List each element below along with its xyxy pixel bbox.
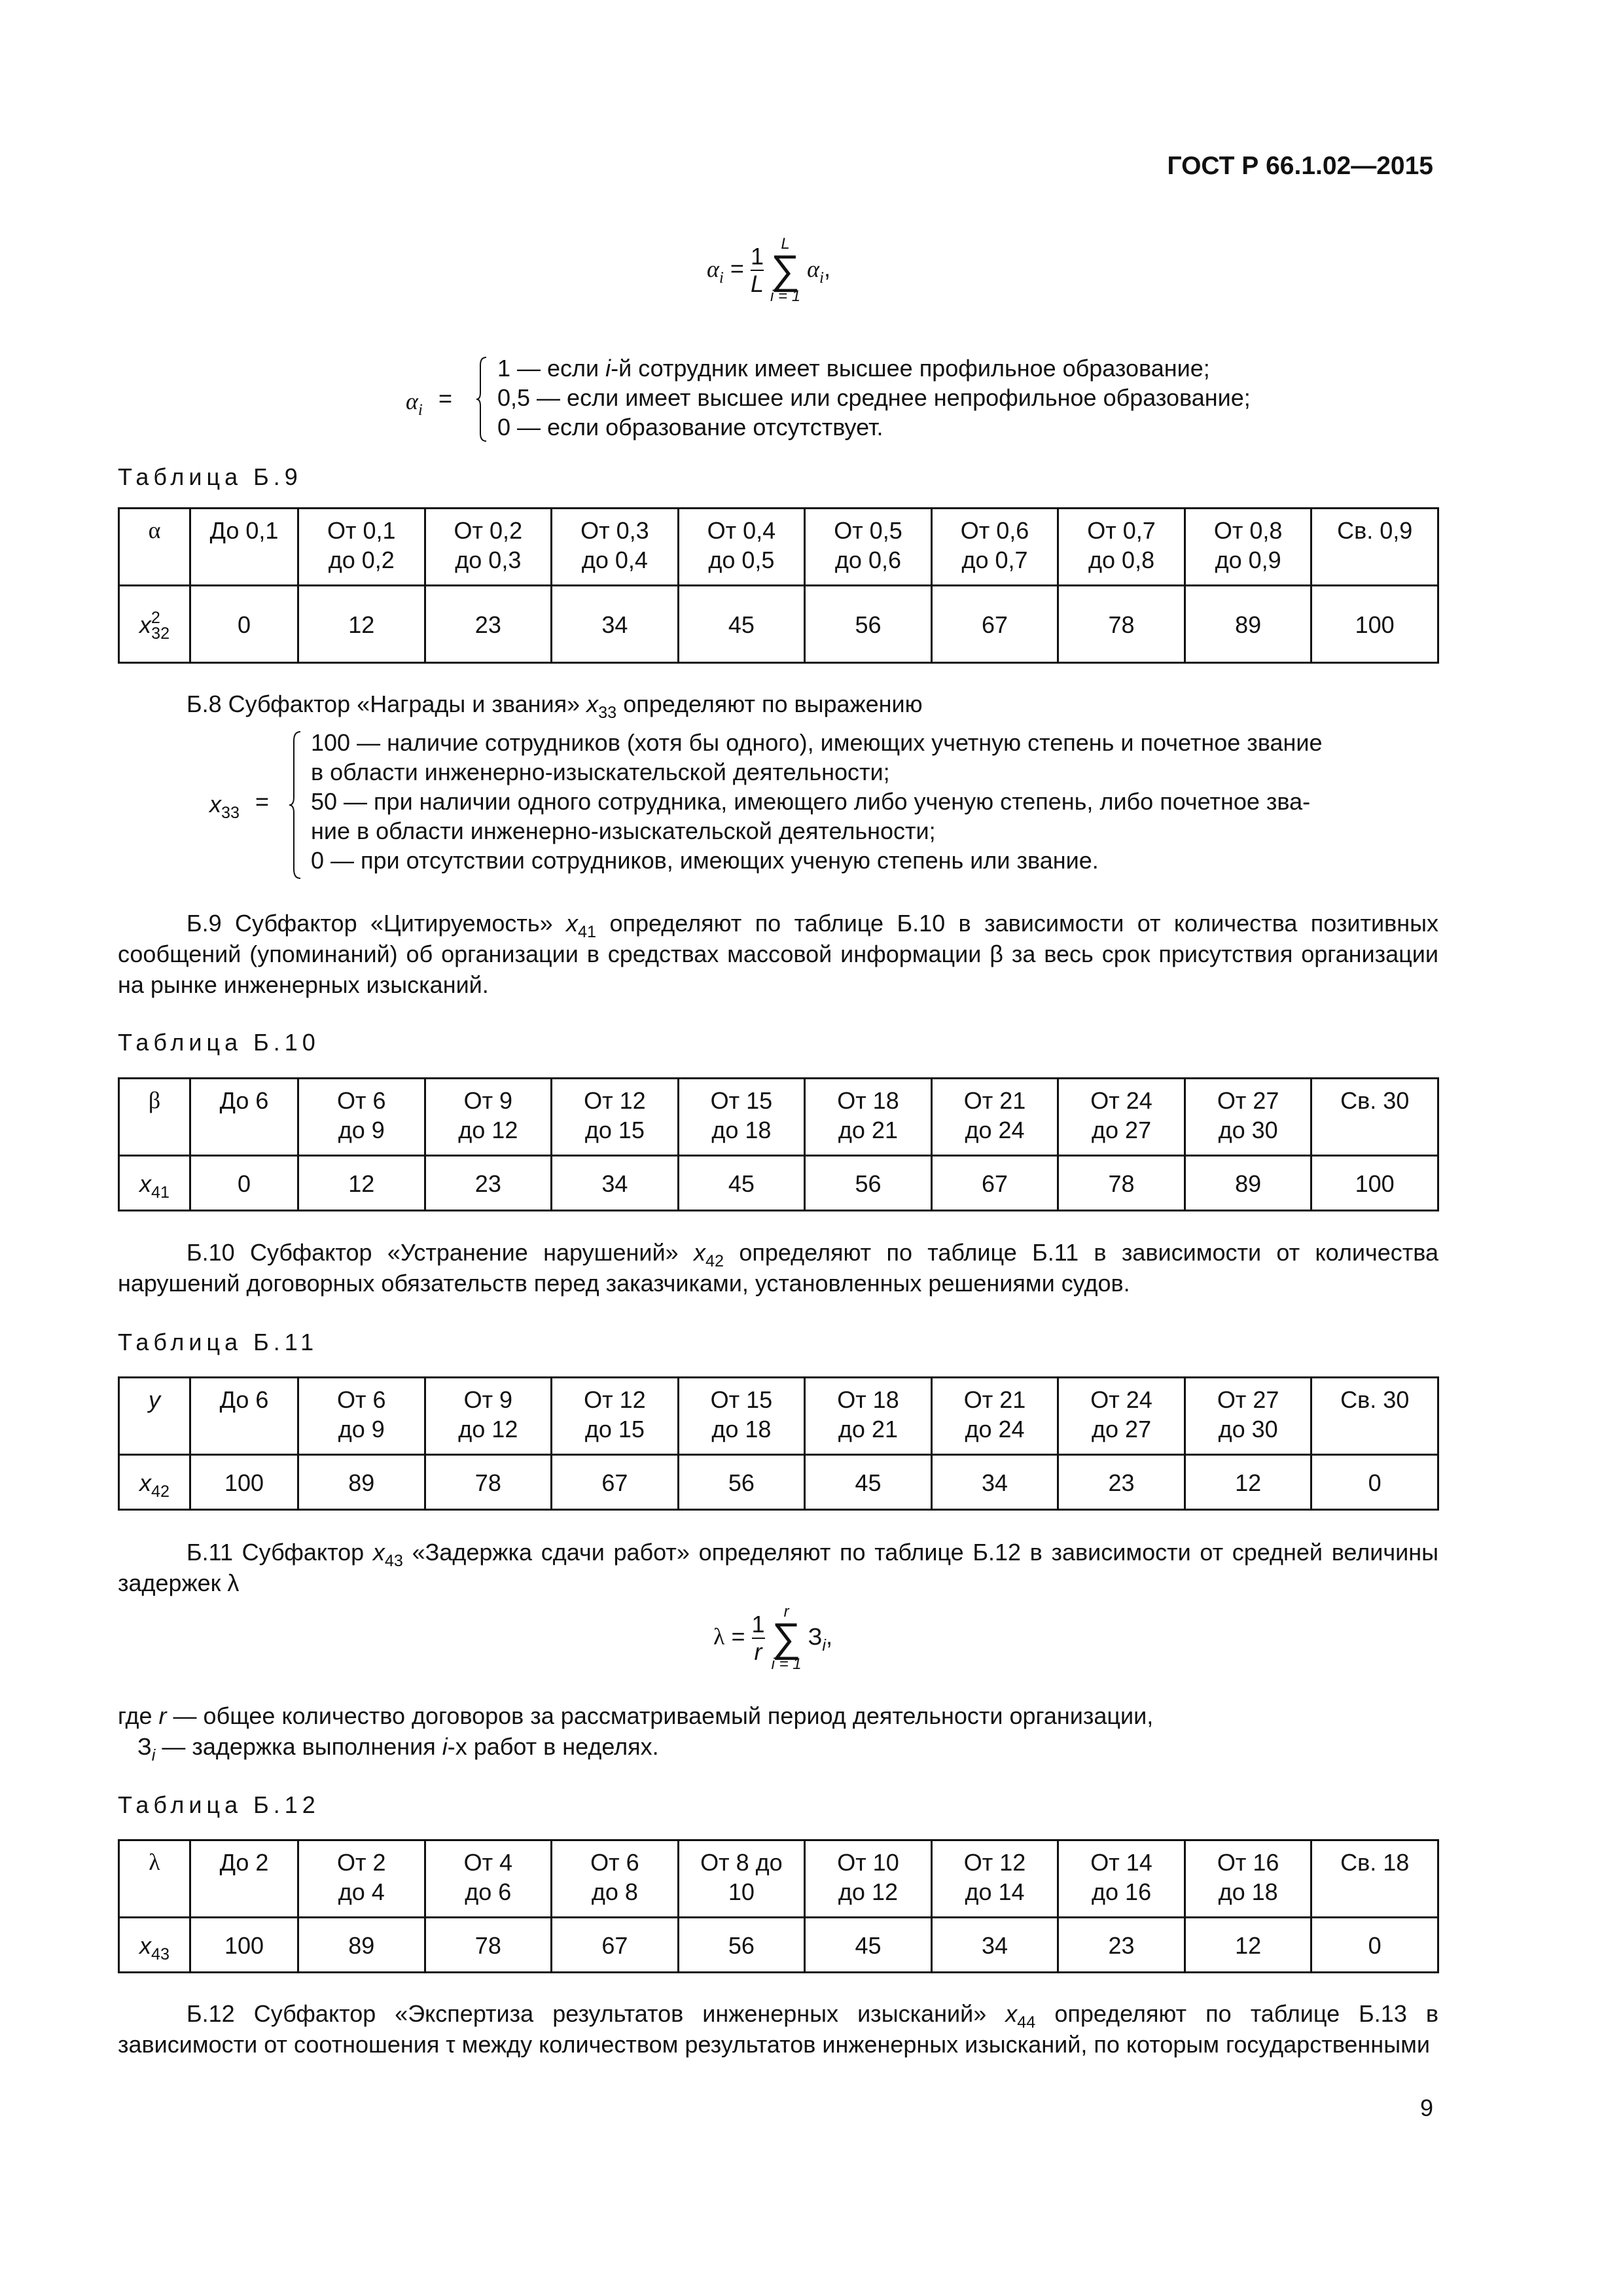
value-cell: 100 xyxy=(190,1918,298,1973)
value-cell: 23 xyxy=(425,1156,552,1211)
range-cell: От 15 до 18 xyxy=(678,1378,805,1455)
range-cell: От 15 до 18 xyxy=(678,1079,805,1156)
range-cell: От 9 до 12 xyxy=(425,1378,552,1455)
range-cell: От 4 до 6 xyxy=(425,1840,552,1918)
formula-lhs: λ xyxy=(713,1623,725,1650)
value-cell: 89 xyxy=(1185,586,1311,663)
value-cell: 0 xyxy=(190,1156,298,1211)
value-cell: 34 xyxy=(931,1918,1058,1973)
paragraph-b10: Б.10 Субфактор «Устранение нарушений» $x_{42}$ определяют по таблице Б.11 в зависимости от количества нарушений договорных обязательств перед заказчиками, установленных решениями судов. xyxy=(118,1239,1438,1297)
paragraph-b12: Б.12 Субфактор «Экспертиза результатов инженерных изысканий» $x_{44}$ определяют по таблице Б.13 в зависимости от соотношения τ между количеством результатов инженерных изысканий, по которым государственными xyxy=(118,2000,1438,2058)
value-cell: 78 xyxy=(1058,586,1185,663)
head-symbol-cell: β xyxy=(119,1079,190,1156)
range-cell: От 21 до 24 xyxy=(931,1378,1058,1455)
cases-lhs: $x_{33}$ xyxy=(209,791,240,822)
range-cell: От 21 до 24 xyxy=(931,1079,1058,1156)
value-cell: 12 xyxy=(1185,1918,1311,1973)
formula-lambda: λ = $\frac{1}{r}$ r ∑ i = 1 $З_i$, xyxy=(713,1603,832,1673)
row-symbol-cell: $x^2_{32}$ xyxy=(119,586,190,663)
value-cell: 56 xyxy=(805,586,932,663)
equals-sign: = xyxy=(255,788,270,815)
range-cell: От 0,3 до 0,4 xyxy=(552,509,679,586)
table-b12 xyxy=(118,1839,1439,1973)
equals-sign: = xyxy=(731,1623,745,1650)
value-cell: 89 xyxy=(1185,1156,1311,1211)
range-cell: До 6 xyxy=(190,1378,298,1455)
sum-term: $\alpha_i$ xyxy=(807,255,824,287)
value-cell: 78 xyxy=(1058,1156,1185,1211)
range-cell: От 0,6 до 0,7 xyxy=(931,509,1058,586)
table-value-row xyxy=(119,1455,1438,1510)
value-cell: 12 xyxy=(1185,1455,1311,1510)
range-cell: Св. 18 xyxy=(1311,1840,1438,1918)
value-cell: 89 xyxy=(298,1918,425,1973)
value-cell: 0 xyxy=(1311,1455,1438,1510)
value-cell: 23 xyxy=(1058,1455,1185,1510)
cases-lhs: $\alpha_i$ xyxy=(406,388,423,419)
range-cell: От 24 до 27 xyxy=(1058,1378,1185,1455)
value-cell: 67 xyxy=(931,1156,1058,1211)
equals-sign: = xyxy=(438,385,453,412)
value-cell: 45 xyxy=(678,1156,805,1211)
cases-lines xyxy=(311,728,1323,875)
range-cell: От 0,2 до 0,3 xyxy=(425,509,552,586)
table-b9 xyxy=(118,507,1439,664)
range-cell: От 14 до 16 xyxy=(1058,1840,1185,1918)
case-line-5: 0 — при отсутствии сотрудников, имеющих ученую степень или звание. xyxy=(311,847,1099,874)
left-brace-icon xyxy=(475,356,488,442)
table-header-row xyxy=(119,1378,1438,1455)
fraction: $\frac{1}{L}$ xyxy=(750,243,764,297)
range-cell: От 0,4 до 0,5 xyxy=(678,509,805,586)
paragraph-b11: Б.11 Субфактор $x_{43}$ «Задержка сдачи работ» определяют по таблице Б.12 в зависимости от средней величины задержек λ xyxy=(118,1539,1438,1596)
range-cell: От 12 до 15 xyxy=(552,1378,679,1455)
where-line-1: где r — общее количество договоров за рассматриваемый период деятельности организации, xyxy=(118,1702,1154,1729)
head-symbol-cell: α xyxy=(119,509,190,586)
value-cell: 45 xyxy=(805,1455,932,1510)
range-cell: До 2 xyxy=(190,1840,298,1918)
range-cell: От 10 до 12 xyxy=(805,1840,932,1918)
range-cell: От 0,5 до 0,6 xyxy=(805,509,932,586)
range-cell: От 6 до 9 xyxy=(298,1378,425,1455)
value-cell: 34 xyxy=(931,1455,1058,1510)
value-cell: 23 xyxy=(425,586,552,663)
range-cell: От 8 до 10 xyxy=(678,1840,805,1918)
left-brace-icon xyxy=(288,730,302,880)
value-cell: 34 xyxy=(552,1156,679,1211)
range-cell: От 0,7 до 0,8 xyxy=(1058,509,1185,586)
value-cell: 67 xyxy=(552,1455,679,1510)
range-cell: От 9 до 12 xyxy=(425,1079,552,1156)
value-cell: 12 xyxy=(298,586,425,663)
table-b11 xyxy=(118,1376,1439,1511)
table-value-row xyxy=(119,1918,1438,1973)
formula-alpha-mean: $\alpha_i$ = $\frac{1}{L}$ L ∑ i = 1 $\alpha_i$, xyxy=(707,235,830,305)
range-cell: От 0,1 до 0,2 xyxy=(298,509,425,586)
value-cell: 78 xyxy=(425,1455,552,1510)
where-line-2: $З_i$ — задержка выполнения i-х работ в неделях. xyxy=(137,1733,659,1765)
range-cell: От 2 до 4 xyxy=(298,1840,425,1918)
equals-sign: = xyxy=(730,255,744,282)
table-value-row xyxy=(119,586,1438,663)
table-value-row xyxy=(119,1156,1438,1211)
value-cell: 67 xyxy=(552,1918,679,1973)
table-caption: Таблица Б.10 xyxy=(118,1029,320,1056)
sum-symbol: r ∑ i = 1 xyxy=(771,1603,802,1673)
table-header-row xyxy=(119,1079,1438,1156)
value-cell: 45 xyxy=(678,586,805,663)
table-header-row xyxy=(119,509,1438,586)
case-line-2: в области инженерно-изыскательской деятельности; xyxy=(311,759,890,785)
alpha-cases xyxy=(406,353,1387,445)
value-cell: 12 xyxy=(298,1156,425,1211)
value-cell: 45 xyxy=(805,1918,932,1973)
fraction: $\frac{1}{r}$ xyxy=(751,1611,765,1665)
table-caption: Таблица Б.9 xyxy=(118,463,302,490)
case-line-1: 1 — если i-й сотрудник имеет высшее профильное образование; xyxy=(497,355,1210,382)
range-cell: От 6 до 9 xyxy=(298,1079,425,1156)
range-cell: От 24 до 27 xyxy=(1058,1079,1185,1156)
table-caption: Таблица Б.11 xyxy=(118,1329,319,1355)
page-number: 9 xyxy=(1419,2094,1433,2121)
sum-term: $З_i$ xyxy=(808,1623,826,1655)
value-cell: 34 xyxy=(552,586,679,663)
where-block xyxy=(118,1700,1154,1765)
range-cell: Св. 30 xyxy=(1311,1378,1438,1455)
range-cell: До 6 xyxy=(190,1079,298,1156)
case-line-2: 0,5 — если имеет высшее или среднее непрофильное образование; xyxy=(497,384,1251,411)
sum-symbol: L ∑ i = 1 xyxy=(770,235,801,305)
table-b10 xyxy=(118,1077,1439,1211)
value-cell: 56 xyxy=(805,1156,932,1211)
head-symbol-cell: λ xyxy=(119,1840,190,1918)
value-cell: 56 xyxy=(678,1918,805,1973)
case-line-4: ние в области инженерно-изыскательской деятельности; xyxy=(311,817,936,844)
row-symbol-cell: $x_{42}$ xyxy=(119,1455,190,1510)
value-cell: 89 xyxy=(298,1455,425,1510)
value-cell: 0 xyxy=(1311,1918,1438,1973)
cases-lines xyxy=(497,353,1251,442)
value-cell: 56 xyxy=(678,1455,805,1510)
value-cell: 100 xyxy=(1311,1156,1438,1211)
case-line-1: 100 — наличие сотрудников (хотя бы одного), имеющих учетную степень и почетное звание xyxy=(311,729,1323,756)
range-cell: Св. 0,9 xyxy=(1311,509,1438,586)
document-header: ГОСТ Р 66.1.02—2015 xyxy=(1167,152,1433,180)
value-cell: 100 xyxy=(1311,586,1438,663)
range-cell: От 12 до 15 xyxy=(552,1079,679,1156)
case-line-3: 0 — если образование отсутствует. xyxy=(497,414,883,440)
paragraph-b9: Б.9 Субфактор «Цитируемость» $x_{41}$ определяют по таблице Б.10 в зависимости от количества позитивных сообщений (упоминаний) об организации в средствах массовой информации β за весь срок присутствия организации на рынке инженерных изысканий. xyxy=(118,910,1438,998)
case-line-3: 50 — при наличии одного сотрудника, имеющего либо ученую степень, либо почетное зва- xyxy=(311,788,1311,815)
range-cell: От 18 до 21 xyxy=(805,1378,932,1455)
value-cell: 67 xyxy=(931,586,1058,663)
formula-lhs: $\alpha_i$ xyxy=(707,255,724,287)
range-cell: От 12 до 14 xyxy=(931,1840,1058,1918)
paragraph-b8: Б.8 Субфактор «Награды и звания» $x_{33}$ определяют по выражению xyxy=(187,691,923,722)
range-cell: От 18 до 21 xyxy=(805,1079,932,1156)
table-header-row xyxy=(119,1840,1438,1918)
value-cell: 0 xyxy=(190,586,298,663)
range-cell: От 27 до 30 xyxy=(1185,1378,1311,1455)
value-cell: 78 xyxy=(425,1918,552,1973)
x33-cases xyxy=(209,728,1440,882)
table-caption: Таблица Б.12 xyxy=(118,1791,320,1818)
range-cell: От 16 до 18 xyxy=(1185,1840,1311,1918)
range-cell: До 0,1 xyxy=(190,509,298,586)
range-cell: От 0,8 до 0,9 xyxy=(1185,509,1311,586)
value-cell: 100 xyxy=(190,1455,298,1510)
head-symbol-cell: y xyxy=(119,1378,190,1455)
range-cell: Св. 30 xyxy=(1311,1079,1438,1156)
value-cell: 23 xyxy=(1058,1918,1185,1973)
range-cell: От 27 до 30 xyxy=(1185,1079,1311,1156)
row-symbol-cell: $x_{43}$ xyxy=(119,1918,190,1973)
range-cell: От 6 до 8 xyxy=(552,1840,679,1918)
row-symbol-cell: $x_{41}$ xyxy=(119,1156,190,1211)
